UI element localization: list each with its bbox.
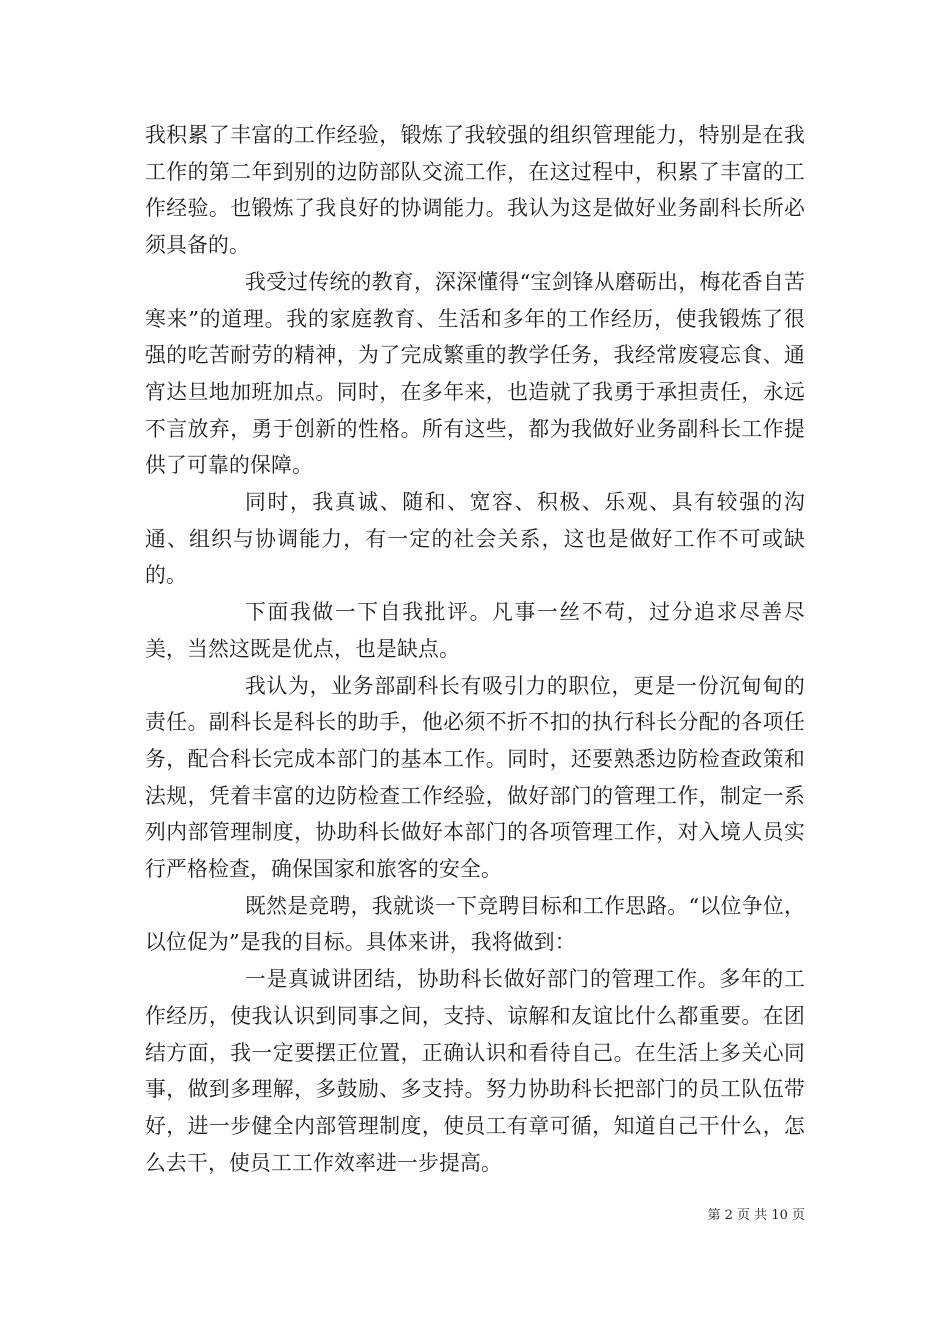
paragraph-7: 一是真诚讲团结，协助科长做好部门的管理工作。多年的工作经历，使我认识到同事之间，支持、谅解和友谊比什么都重要。在团结方面，我一定要摆正位置，正确认识和看待自己。在生活上多关心同事，做到多理解，多鼓励、多支持。努力协助科长把部门的员工队伍带好，进一步健全内部管理制度，使员工有章可循，知道自己干什么，怎么去干，使员工工作效率进一步提高。 — [145, 967, 805, 1175]
paragraph-6: 既然是竞聘，我就谈一下竞聘目标和工作思路。“以位争位，以位促为”是我的目标。具体来讲，我将做到： — [145, 893, 805, 955]
page-number-footer: 第 2 页 共 10 页 — [707, 1208, 805, 1223]
paragraph-4: 下面我做一下自我批评。凡事一丝不苟，过分追求尽善尽美，当然这既是优点，也是缺点。 — [145, 600, 805, 661]
paragraph-1: 我积累了丰富的工作经验，锻炼了我较强的组织管理能力，特别是在我工作的第二年到别的边防部队交流工作，在这过程中，积累了丰富的工作经验。也锻炼了我良好的协调能力。我认为这是做好业务副科长所必须具备的。 — [145, 123, 805, 258]
document-body — [145, 117, 805, 1181]
paragraph-3: 同时，我真诚、随和、宽容、积极、乐观、具有较强的沟通、组织与协调能力，有一定的社会关系，这也是做好工作不可或缺的。 — [145, 490, 805, 588]
paragraph-5: 我认为，业务部副科长有吸引力的职位，更是一份沉甸甸的责任。副科长是科长的助手，他必须不折不扣的执行科长分配的各项任务，配合科长完成本部门的基本工作。同时，还要熟悉边防检查政策和法规，凭着丰富的边防检查工作经验，做好部门的管理工作，制定一系列内部管理制度，协助科长做好本部门的各项管理工作，对入境人员实行严格检查，确保国家和旅客的安全。 — [145, 673, 805, 882]
paragraph-2: 我受过传统的教育，深深懂得“宝剑锋从磨砺出，梅花香自苦寒来”的道理。我的家庭教育、生活和多年的工作经历，使我锻炼了很强的吃苦耐劳的精神，为了完成繁重的教学任务，我经常废寝忘食、通宵达旦地加班加点。同时，在多年来，也造就了我勇于承担责任，永远不言放弃，勇于创新的性格。所有这些，都为我做好业务副科长工作提供了可靠的保障。 — [145, 269, 805, 478]
